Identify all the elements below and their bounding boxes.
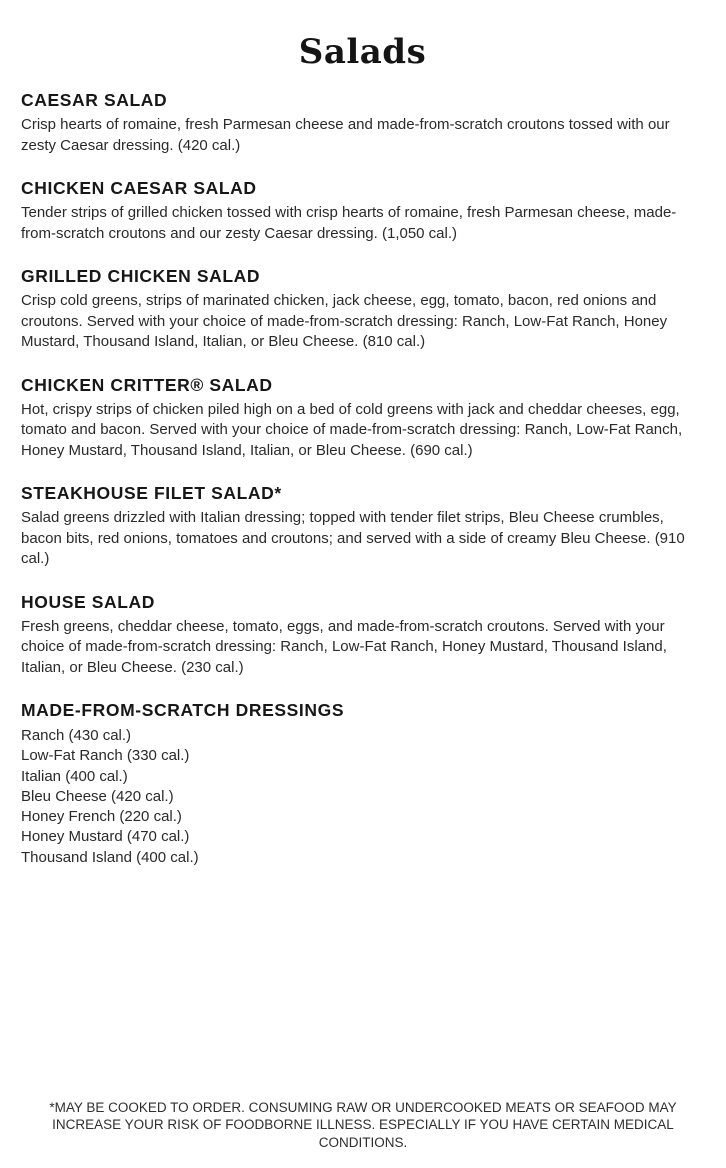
dressing-item-low-fat-ranch: Low-Fat Ranch (330 cal.): [21, 747, 190, 765]
menu-item-house-salad: [21, 591, 704, 679]
menu-item-chicken-caesar-salad: [21, 177, 704, 244]
disclaimer-text: *MAY BE COOKED TO ORDER. CONSUMING RAW OR UNDERCOOKED MEATS OR SEAFOOD MAY INCREASE YOUR RISK OF FOODBORNE ILLNESS. ESPECIALLY IF YOU HAVE CERTAIN MEDICAL CONDITIONS.: [49, 1099, 677, 1150]
menu-item-description: Crisp hearts of romaine, fresh Parmesan cheese and made-from-scratch croutons tossed with our zesty Caesar dressing. (420 cal.): [21, 116, 670, 154]
menu-item-description: Tender strips of grilled chicken tossed with crisp hearts of romaine, fresh Parmesan cheese, made-from-scratch croutons and our zesty Caesar dressing. (1,050 cal.): [21, 204, 677, 242]
menu-item-grilled-chicken-salad: [21, 265, 704, 353]
menu-item-name: STEAKHOUSE FILET SALAD*: [21, 483, 282, 503]
menu-item-name: CAESAR SALAD: [21, 90, 168, 110]
menu-item-description: Fresh greens, cheddar cheese, tomato, eggs, and made-from-scratch croutons. Served with your choice of made-from-scratch dressing: Ranch, Low-Fat Ranch, Honey Mustard, Thousand Island, Italian, or Bleu Cheese. (230 cal.): [21, 617, 667, 676]
menu-item-name: CHICKEN CRITTER® SALAD: [21, 374, 273, 395]
dressing-item-thousand-island: Thousand Island (400 cal.): [21, 848, 199, 866]
dressing-item-ranch: Ranch (430 cal.): [21, 727, 132, 744]
dressing-item-honey-mustard: Honey Mustard (470 cal.): [21, 828, 190, 846]
menu-item-steakhouse-filet-salad: [21, 482, 704, 570]
menu-item-description: Hot, crispy strips of chicken piled high on a bed of cold greens with jack and cheddar cheeses, egg, tomato and bacon. Served with your choice of made-from-scratch dressing: Ranch, Low-Fat Ranch, Honey Mustard, Thousand Island, Italian, or Bleu Cheese. (690 cal.): [21, 400, 683, 459]
menu-item-name: CHICKEN CAESAR SALAD: [21, 178, 257, 198]
menu-item-name: GRILLED CHICKEN SALAD: [21, 266, 261, 286]
dressing-item-bleu-cheese: Bleu Cheese (420 cal.): [21, 787, 174, 805]
menu-item-description: Crisp cold greens, strips of marinated chicken, jack cheese, egg, tomato, bacon, red onions and croutons. Served with your choice of made-from-scratch dressing: Ranch, Low-Fat Ranch, Honey Mustard, Thousand Island, Italian, or Bleu Cheese. (810 cal.): [21, 292, 668, 350]
dressing-item-honey-french: Honey French (220 cal.): [21, 808, 182, 826]
dressings-heading: MADE-FROM-SCRATCH DRESSINGS: [21, 700, 345, 720]
menu-page: [0, 32, 726, 1168]
menu-item-chicken-critter-salad: [21, 374, 704, 462]
dressing-item-italian: Italian (400 cal.): [21, 767, 128, 785]
dressings-section: [21, 699, 704, 868]
menu-item-description: Salad greens drizzled with Italian dressing; topped with tender filet strips, Bleu Cheese crumbles, bacon bits, red onions, tomatoes and croutons; and served with a side of creamy Bleu Cheese. (910 cal.): [21, 509, 685, 567]
page-title: Salads: [298, 32, 427, 72]
menu-content: [0, 32, 726, 868]
menu-item-caesar-salad: [21, 89, 704, 156]
menu-item-name: HOUSE SALAD: [21, 591, 155, 612]
